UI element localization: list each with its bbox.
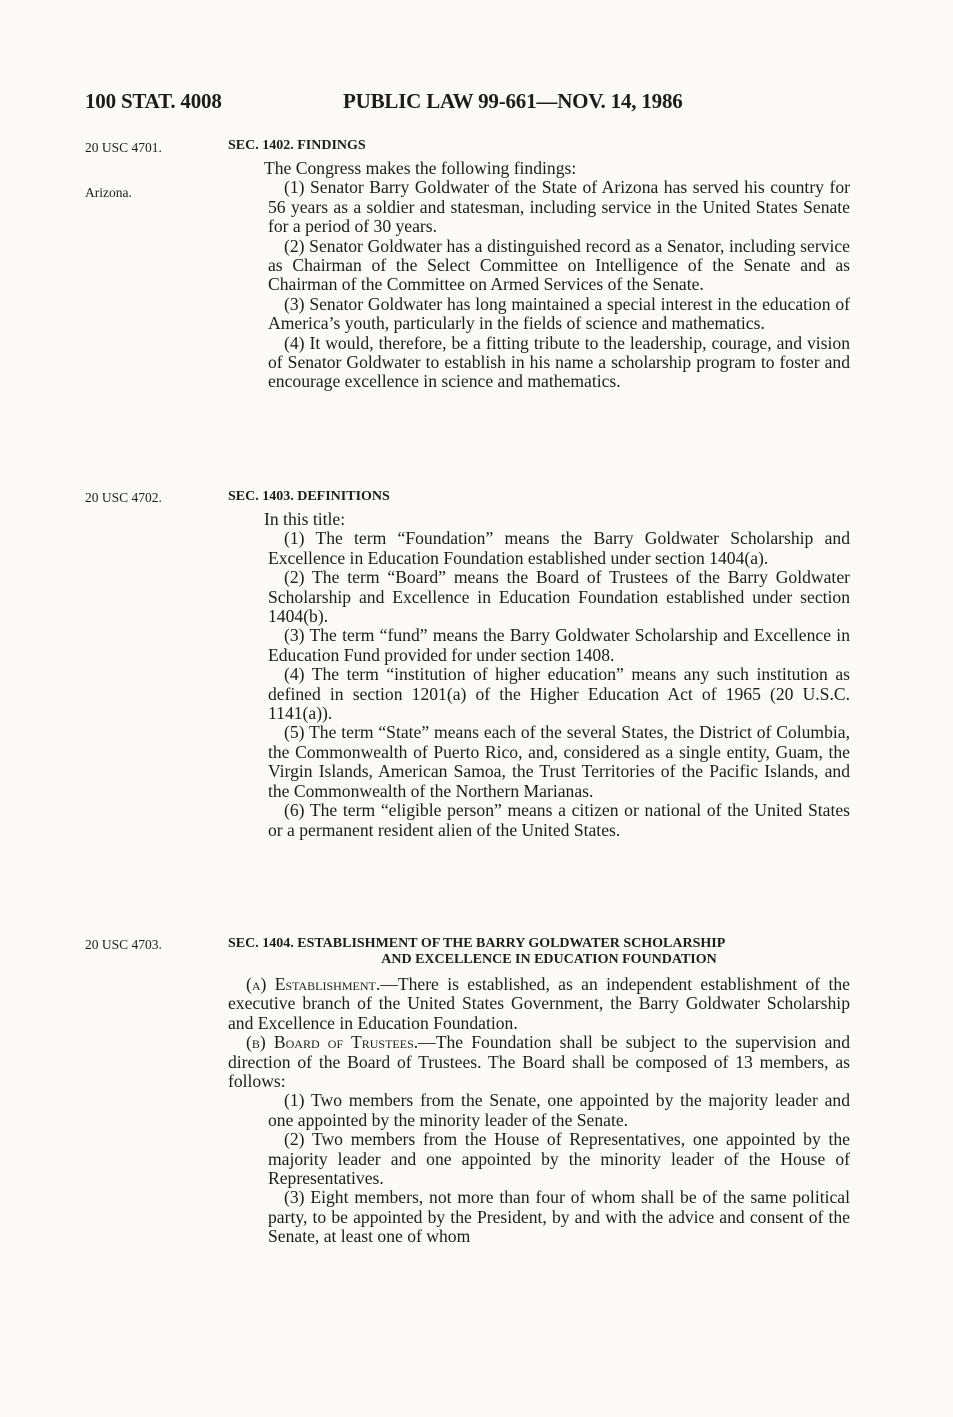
margin-note-usc-4703: 20 USC 4703. bbox=[85, 937, 162, 952]
section-intro: The Congress makes the following findings: bbox=[264, 158, 577, 178]
definition-4: (4) The term “institution of higher education” means any such institution as defined in section 1201(a) of the Higher Education Act of 1965 (20 U.S.C. 1141(a)). bbox=[268, 664, 850, 724]
subsection-b-label: (b) Board of Trustees. bbox=[246, 1032, 419, 1053]
running-header: PUBLIC LAW 99-661—NOV. 14, 1986 bbox=[343, 89, 683, 113]
margin-note-usc-4701: 20 USC 4701. bbox=[85, 140, 162, 155]
subsection-a-text: —There is established, as an independent establishment of the executive branch of the United States Government, the Barry Goldwater Scholarship and Excellence in Education Foundation. bbox=[228, 974, 850, 1033]
section-1403 bbox=[228, 489, 850, 840]
finding-1: (1) Senator Barry Goldwater of the State of Arizona has served his country for 56 years as a soldier and statesman, including service in the United States Senate for a period of 30 years. bbox=[268, 177, 850, 237]
board-member-2: (2) Two members from the House of Representatives, one appointed by the majority leader and one appointed by the minority leader of the House of Representatives. bbox=[268, 1129, 850, 1189]
definition-1: (1) The term “Foundation” means the Barry Goldwater Scholarship and Excellence in Education Foundation established under section 1404(a). bbox=[268, 528, 850, 568]
definition-6: (6) The term “eligible person” means a citizen or national of the United States or a permanent resident alien of the United States. bbox=[268, 800, 850, 840]
subsection-a-label: (a) Establishment. bbox=[246, 974, 381, 994]
margin-note-arizona: Arizona. bbox=[85, 185, 132, 200]
stat-page-number: 100 STAT. 4008 bbox=[85, 89, 222, 113]
finding-4: (4) It would, therefore, be a fitting tribute to the leadership, courage, and vision of Senator Goldwater to establish in his name a scholarship program to foster and encourage excellence in science and mathematics. bbox=[268, 332, 850, 392]
definition-2: (2) The term “Board” means the Board of Trustees of the Barry Goldwater Scholarship and Excellence in Education Foundation established under section 1404(b). bbox=[268, 567, 850, 627]
board-member-3: (3) Eight members, not more than four of whom shall be of the same political party, to be appointed by the President, by and with the advice and consent of the Senate, at least one of whom bbox=[268, 1187, 850, 1247]
subsection-a bbox=[228, 975, 850, 1033]
section-heading: SEC. 1402. FINDINGS bbox=[228, 138, 366, 153]
section-1404 bbox=[228, 936, 850, 1247]
section-heading-line-1: SEC. 1404. ESTABLISHMENT OF THE BARRY GOLDWATER SCHOLARSHIP bbox=[228, 936, 726, 951]
section-heading-line-2: AND EXCELLENCE IN EDUCATION FOUNDATION bbox=[381, 952, 717, 967]
section-heading: SEC. 1403. DEFINITIONS bbox=[228, 489, 390, 504]
section-intro: In this title: bbox=[264, 509, 346, 529]
board-member-1: (1) Two members from the Senate, one appointed by the majority leader and one appointed by the minority leader of the Senate. bbox=[268, 1090, 850, 1130]
section-1402 bbox=[228, 138, 850, 392]
definition-3: (3) The term “fund” means the Barry Goldwater Scholarship and Excellence in Education Fund provided for under section 1408. bbox=[268, 625, 850, 665]
subsection-b-text: —The Foundation shall be subject to the supervision and direction of the Board of Trustees. The Board shall be composed of 13 members, as follows: bbox=[228, 1032, 850, 1092]
margin-note-usc-4702: 20 USC 4702. bbox=[85, 490, 162, 505]
finding-2: (2) Senator Goldwater has a distinguished record as a Senator, including service as Chairman of the Select Committee on Intelligence of the Senate and as Chairman of the Committee on Armed Services of the Senate. bbox=[268, 235, 850, 295]
finding-3: (3) Senator Goldwater has long maintained a special interest in the education of America’s youth, particularly in the fields of science and mathematics. bbox=[268, 293, 850, 334]
subsection-b bbox=[228, 1033, 850, 1091]
definition-5: (5) The term “State” means each of the several States, the District of Columbia, the Commonwealth of Puerto Rico, and, considered as a single entity, Guam, the Virgin Islands, American Samoa, the Trust Territories of the Pacific Islands, and the Commonwealth of the Northern Marianas. bbox=[268, 722, 850, 801]
